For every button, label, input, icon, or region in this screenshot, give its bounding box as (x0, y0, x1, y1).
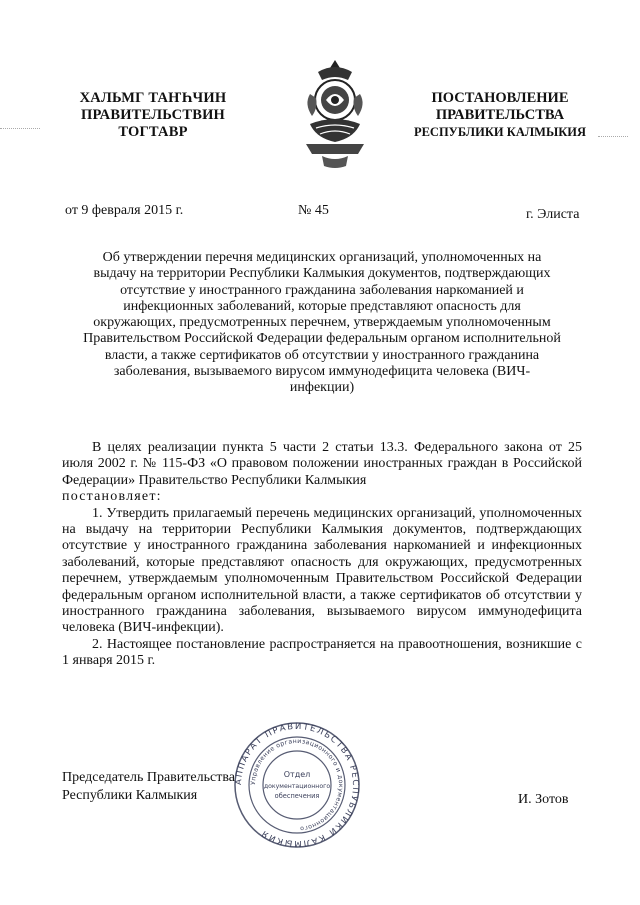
stamp-inner-path: Управление организационного и документационного (249, 737, 345, 832)
title-line: отсутствие у иностранного гражданина заболевания наркоманией и (120, 282, 524, 298)
item-1-paragraph: 1. Утвердить прилагаемый перечень медицинских организаций, уполномоченных на выдачу на территории Республики Калмыкия документов, подтверждающих отсутствие у иностранного гражданина заболевания наркоманией и инфекционных заболеваний, которые представляют опасность для окружающих, предусмотренных перечнем, утверждаемым уполномоченным Правительством Российской Федерации федеральным органом исполнительной власти, а также сертификатов об отсутствии у иностранного гражданина заболевания, вызываемого вирусом иммунодефицита человека (ВИЧ-инфекции). (62, 505, 582, 636)
margin-dots (0, 128, 40, 129)
document-city: г. Элиста (526, 207, 580, 222)
title-line: окружающих, предусмотренных перечнем, утверждаемым уполномоченным (93, 315, 551, 331)
document-title (72, 250, 572, 397)
title-line: Об утверждении перечня медицинских организаций, уполномоченных на (102, 250, 542, 265)
header-russian-title (400, 90, 600, 141)
stamp-center-line: документационного (263, 783, 331, 790)
decree-paragraph (62, 489, 582, 505)
header-right-line: ПОСТАНОВЛЕНИЕ (431, 90, 569, 106)
header-left-line: ПРАВИТЕЛЬСТВИН (80, 107, 226, 123)
margin-dots (598, 136, 628, 137)
signatory-line: Республики Калмыкия (62, 788, 198, 803)
item-2-paragraph: 2. Настоящее постановление распространяется на правоотношения, возникшие с 1 января 2015 г. (62, 636, 582, 669)
header-right-line: РЕСПУБЛИКИ КАЛМЫКИЯ (413, 125, 587, 139)
stamp-center-line: Отдел (283, 770, 311, 779)
document-date: от 9 февраля 2015 г. (65, 203, 184, 218)
document-body (62, 440, 582, 670)
stamp-outer-path: АППАРАТ ПРАВИТЕЛЬСТВА РЕСПУБЛИКИ КАЛМЫКИЯ (233, 721, 361, 849)
title-line: выдачу на территории Республики Калмыкия документов, подтверждающих (93, 266, 551, 282)
title-line: Правительством Российской Федерации федеральным органом исполнительной (83, 331, 561, 347)
header-right-line: ПРАВИТЕЛЬСТВА (435, 107, 565, 123)
signatory-title (62, 769, 235, 805)
stamp-center-line: обеспечения (274, 792, 320, 800)
kalmykia-emblem-icon (296, 58, 374, 172)
title-line: власти, а также сертификатов об отсутствии у иностранного гражданина (104, 347, 540, 363)
title-line: заболевания, вызываемого вирусом иммунодефицита человека (ВИЧ- (113, 364, 531, 380)
header-left-line: ХАЛЬМГ ТАҤҺЧИН (79, 90, 227, 106)
signatory-line: Председатель Правительства (62, 770, 235, 785)
intro-paragraph (62, 440, 582, 489)
document-number: № 45 (298, 203, 329, 218)
title-line: инфекции) (289, 380, 355, 396)
title-line: инфекционных заболеваний, которые представляют опасность для (123, 298, 521, 314)
header-kalmyk-title (58, 90, 248, 141)
decree-word: постановляет: (62, 489, 162, 505)
header-left-line: ТОГТАВР (118, 124, 188, 140)
intro-text: В целях реализации пункта 5 части 2 статьи 13.3. Федерального закона от 25 июля 2002 г. № 115-ФЗ «О правовом положении иностранных граждан в Российской Федерации» Правительство Республики Калмыкия (62, 440, 582, 488)
signatory-name: И. Зотов (518, 792, 569, 807)
official-stamp (232, 720, 362, 850)
